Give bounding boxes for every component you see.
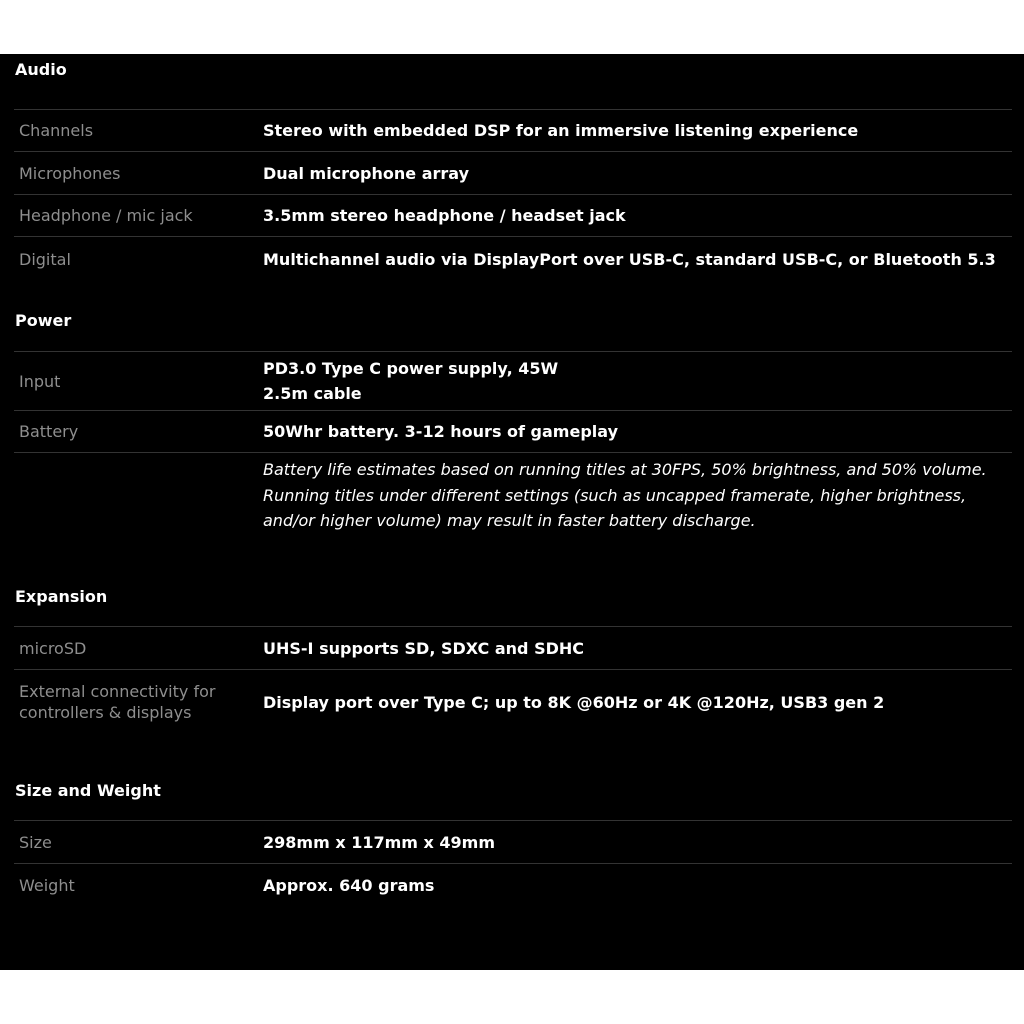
spec-label: Microphones [19, 163, 121, 183]
section-expansion [14, 587, 1012, 734]
section-size-weight [14, 781, 1012, 907]
battery-note-line: Battery life estimates based on running titles at 30FPS, 50% brightness, and 50% volume. [263, 460, 987, 479]
spec-value: UHS-I supports SD, SDXC and SDHC [263, 638, 584, 658]
spec-row-headphone-jack [14, 195, 1012, 237]
spec-label: Weight [19, 876, 75, 895]
section-title-expansion: Expansion [15, 587, 108, 606]
spec-label: Size [19, 832, 52, 852]
spec-table-size-weight [14, 820, 1012, 907]
spec-value-line: 2.5m cable [263, 384, 362, 403]
spec-value: 50Whr battery. 3-12 hours of gameplay [263, 422, 618, 441]
spec-row-external-connectivity [14, 670, 1012, 734]
battery-note-line: and/or higher volume) may result in faster battery discharge. [263, 511, 756, 530]
section-audio [14, 54, 1012, 282]
spec-value: Approx. 640 grams [263, 876, 435, 895]
section-power [14, 311, 1012, 541]
spec-value: 298mm x 117mm x 49mm [263, 832, 496, 852]
spec-row-digital [14, 237, 1012, 282]
spec-table-power [14, 351, 1012, 541]
spec-value: Dual microphone array [263, 163, 470, 183]
spec-table-audio [14, 109, 1012, 282]
spec-value: 3.5mm stereo headphone / headset jack [263, 206, 626, 225]
spec-row-microphones [14, 152, 1012, 195]
spec-value [263, 356, 1012, 406]
spec-row-size [14, 821, 1012, 864]
section-title-audio: Audio [15, 60, 67, 79]
spec-label: Battery [19, 422, 79, 441]
spec-label [14, 681, 263, 723]
spec-row-channels [14, 110, 1012, 152]
spec-table-expansion [14, 626, 1012, 734]
spec-row-microsd [14, 627, 1012, 670]
spec-label: Digital [19, 250, 71, 269]
spec-value: Stereo with embedded DSP for an immersive listening experience [263, 121, 859, 140]
spec-label-line: controllers & displays [19, 703, 192, 722]
spec-label: microSD [19, 638, 87, 658]
battery-note [263, 457, 1012, 534]
spec-label-line: External connectivity for [19, 682, 216, 701]
spec-row-input [14, 352, 1012, 411]
spec-row-weight [14, 864, 1012, 907]
spec-value: Multichannel audio via DisplayPort over USB-C, standard USB-C, or Bluetooth 5.3 [263, 250, 996, 269]
spec-label: Headphone / mic jack [19, 206, 193, 225]
spec-value-line: PD3.0 Type C power supply, 45W [263, 359, 559, 378]
spec-value: Display port over Type C; up to 8K @60Hz or 4K @120Hz, USB3 gen 2 [263, 692, 885, 712]
spec-label: Channels [19, 121, 94, 140]
section-title-size-weight: Size and Weight [15, 781, 161, 800]
spec-row-battery-note [14, 453, 1012, 541]
battery-note-line: Running titles under different settings (such as uncapped framerate, higher brightness, [263, 485, 967, 505]
specs-panel [0, 54, 1024, 970]
spec-label: Input [19, 371, 61, 391]
spec-row-battery [14, 411, 1012, 453]
section-title-power: Power [15, 311, 72, 330]
